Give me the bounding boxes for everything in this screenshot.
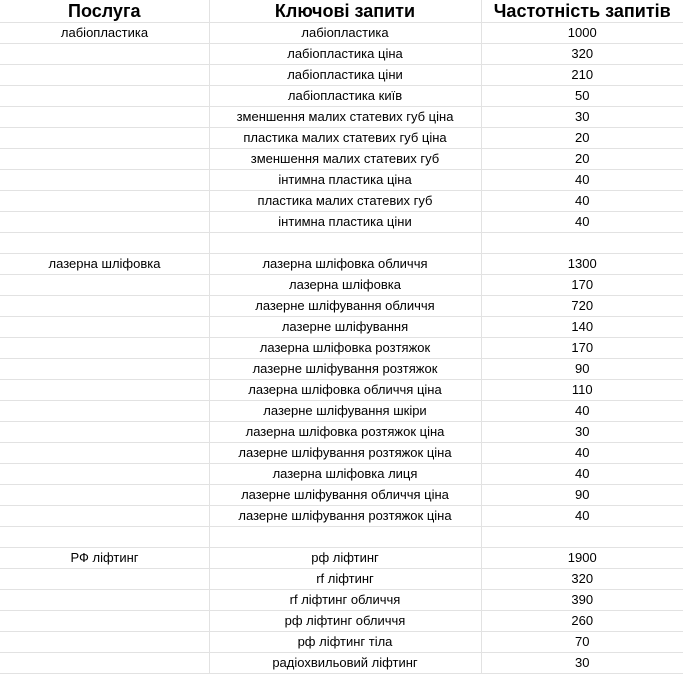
cell-keyword[interactable] — [209, 590, 481, 611]
cell-frequency[interactable] — [481, 485, 683, 506]
cell-frequency-text: 110 — [571, 382, 593, 397]
cell-keyword[interactable] — [209, 464, 481, 485]
table-row — [0, 212, 683, 233]
table-row — [0, 506, 683, 527]
cell-frequency[interactable] — [481, 149, 683, 170]
cell-service[interactable] — [0, 317, 209, 338]
cell-service[interactable] — [0, 338, 209, 359]
cell-frequency[interactable] — [481, 569, 683, 590]
table-row — [0, 317, 683, 338]
cell-keyword[interactable] — [209, 107, 481, 128]
cell-keyword[interactable] — [209, 275, 481, 296]
cell-service[interactable] — [0, 548, 209, 569]
cell-keyword[interactable] — [209, 380, 481, 401]
header-keywords[interactable]: Ключові запити — [209, 0, 481, 23]
header-frequency[interactable]: Частотність запитів — [481, 0, 683, 23]
cell-frequency-text: 40 — [575, 193, 590, 208]
table-row — [0, 86, 683, 107]
cell-keyword-text: рф ліфтинг тіла — [297, 634, 393, 649]
table-row — [0, 590, 683, 611]
cell-keyword-text: пластика малих статевих губ ціна — [243, 130, 447, 145]
cell-frequency[interactable] — [481, 254, 683, 275]
table-row — [0, 233, 683, 254]
cell-frequency-text: 40 — [575, 172, 590, 187]
cell-keyword[interactable] — [209, 149, 481, 170]
cell-frequency[interactable] — [481, 590, 683, 611]
table-row — [0, 44, 683, 65]
cell-service[interactable] — [0, 590, 209, 611]
cell-keyword-text: лазерна шліфовка лиця — [272, 466, 418, 481]
cell-service[interactable] — [0, 212, 209, 233]
cell-frequency[interactable] — [481, 317, 683, 338]
cell-frequency-text: 320 — [571, 571, 594, 586]
cell-keyword-text: лазерна шліфовка обличчя — [262, 256, 428, 271]
cell-frequency[interactable] — [481, 527, 683, 548]
cell-keyword-text: лазерне шліфування шкіри — [263, 403, 427, 418]
cell-keyword-text: rf ліфтинг — [316, 571, 374, 586]
cell-keyword-text: лазерне шліфування обличчя ціна — [241, 487, 449, 502]
table-row — [0, 254, 683, 275]
cell-frequency-text: 1000 — [567, 25, 597, 40]
cell-frequency[interactable] — [481, 359, 683, 380]
cell-frequency[interactable] — [481, 212, 683, 233]
table-row — [0, 569, 683, 590]
cell-keyword-text: rf ліфтинг обличчя — [289, 592, 401, 607]
cell-frequency[interactable] — [481, 548, 683, 569]
cell-keyword-text: лазерне шліфування обличчя — [255, 298, 435, 313]
cell-keyword-text: інтимна пластика ціни — [278, 214, 412, 229]
cell-service[interactable] — [0, 296, 209, 317]
cell-service[interactable] — [0, 380, 209, 401]
cell-keyword-text: лабіопластика київ — [287, 88, 403, 103]
cell-service[interactable] — [0, 401, 209, 422]
cell-frequency-text: 20 — [575, 151, 590, 166]
cell-service[interactable] — [0, 632, 209, 653]
cell-service-text: РФ ліфтинг — [70, 550, 139, 565]
cell-service[interactable] — [0, 128, 209, 149]
cell-service[interactable] — [0, 443, 209, 464]
cell-keyword[interactable] — [209, 527, 481, 548]
cell-frequency-text: 140 — [571, 319, 594, 334]
cell-keyword-text: лазерне шліфування розтяжок ціна — [238, 508, 452, 523]
cell-keyword-text: лазерна шліфовка розтяжок ціна — [245, 424, 445, 439]
table-row — [0, 65, 683, 86]
table-row — [0, 107, 683, 128]
cell-frequency-text: 260 — [571, 613, 594, 628]
cell-service[interactable] — [0, 359, 209, 380]
cell-keyword[interactable] — [209, 401, 481, 422]
cell-frequency-text: 40 — [575, 214, 590, 229]
cell-keyword-text: радіохвильовий ліфтинг — [272, 655, 418, 670]
cell-service[interactable] — [0, 170, 209, 191]
cell-frequency-text: 320 — [571, 46, 594, 61]
cell-frequency-text: 170 — [571, 277, 594, 292]
cell-keyword[interactable] — [209, 296, 481, 317]
table-row — [0, 611, 683, 632]
table-row — [0, 191, 683, 212]
cell-keyword[interactable] — [209, 506, 481, 527]
header-row — [0, 0, 683, 23]
cell-keyword-text: лабіопластика ціна — [287, 46, 403, 61]
cell-frequency-text: 30 — [575, 424, 590, 439]
cell-keyword[interactable] — [209, 317, 481, 338]
table-row — [0, 485, 683, 506]
cell-keyword[interactable] — [209, 548, 481, 569]
cell-keyword-text: лазерна шліфовка обличчя ціна — [248, 382, 442, 397]
cell-frequency-text: 20 — [575, 130, 590, 145]
cell-frequency[interactable] — [481, 233, 683, 254]
cell-frequency-text: 30 — [575, 655, 590, 670]
cell-service[interactable] — [0, 611, 209, 632]
cell-keyword-text: лазерне шліфування — [281, 319, 409, 334]
cell-frequency[interactable] — [481, 464, 683, 485]
cell-service[interactable] — [0, 191, 209, 212]
table-row — [0, 443, 683, 464]
table-row — [0, 548, 683, 569]
cell-frequency[interactable] — [481, 380, 683, 401]
table-row — [0, 23, 683, 44]
table-row — [0, 653, 683, 674]
table-row — [0, 128, 683, 149]
table-row — [0, 380, 683, 401]
table-row — [0, 632, 683, 653]
cell-frequency-text: 390 — [571, 592, 594, 607]
cell-frequency-text: 1900 — [567, 550, 597, 565]
cell-service[interactable] — [0, 275, 209, 296]
cell-frequency[interactable] — [481, 128, 683, 149]
cell-keyword-text: інтимна пластика ціна — [278, 172, 412, 187]
cell-service[interactable] — [0, 422, 209, 443]
table-row — [0, 275, 683, 296]
cell-frequency-text: 210 — [571, 67, 594, 82]
cell-frequency-text: 720 — [571, 298, 594, 313]
cell-frequency-text: 90 — [575, 361, 590, 376]
cell-service[interactable] — [0, 464, 209, 485]
cell-service[interactable] — [0, 506, 209, 527]
cell-frequency-text: 40 — [575, 403, 590, 418]
cell-frequency-text: 40 — [575, 445, 590, 460]
cell-service[interactable] — [0, 527, 209, 548]
cell-keyword-text: лазерна шліфовка розтяжок — [259, 340, 431, 355]
cell-keyword[interactable] — [209, 23, 481, 44]
table-body — [0, 23, 683, 674]
cell-service[interactable] — [0, 254, 209, 275]
cell-keyword[interactable] — [209, 86, 481, 107]
cell-frequency-text: 1300 — [567, 256, 597, 271]
header-service[interactable]: Послуга — [0, 0, 209, 23]
cell-keyword[interactable] — [209, 611, 481, 632]
table-row — [0, 149, 683, 170]
cell-service[interactable] — [0, 44, 209, 65]
cell-frequency-text: 170 — [571, 340, 594, 355]
cell-frequency[interactable] — [481, 107, 683, 128]
cell-service[interactable] — [0, 233, 209, 254]
cell-frequency[interactable] — [481, 443, 683, 464]
cell-keyword-text: лабіопластика — [301, 25, 389, 40]
cell-keyword[interactable] — [209, 170, 481, 191]
cell-service[interactable] — [0, 65, 209, 86]
table-row — [0, 338, 683, 359]
table-row — [0, 464, 683, 485]
cell-keyword-text: лазерна шліфовка — [289, 277, 401, 292]
cell-service[interactable] — [0, 485, 209, 506]
cell-frequency[interactable] — [481, 506, 683, 527]
cell-keyword[interactable] — [209, 443, 481, 464]
cell-frequency[interactable] — [481, 170, 683, 191]
cell-keyword-text: зменшення малих статевих губ ціна — [236, 109, 454, 124]
table-row — [0, 401, 683, 422]
cell-frequency-text: 90 — [575, 487, 590, 502]
cell-service[interactable] — [0, 23, 209, 44]
cell-keyword[interactable] — [209, 233, 481, 254]
cell-keyword[interactable] — [209, 569, 481, 590]
table-row — [0, 359, 683, 380]
cell-frequency[interactable] — [481, 275, 683, 296]
cell-keyword[interactable] — [209, 632, 481, 653]
cell-frequency-text: 30 — [575, 109, 590, 124]
cell-frequency-text: 50 — [575, 88, 590, 103]
cell-keyword[interactable] — [209, 191, 481, 212]
cell-frequency[interactable] — [481, 611, 683, 632]
cell-keyword-text: лабіопластика ціни — [287, 67, 403, 82]
cell-keyword[interactable] — [209, 254, 481, 275]
table-row — [0, 296, 683, 317]
cell-service-text: лазерна шліфовка — [48, 256, 161, 271]
cell-keyword-text: лазерне шліфування розтяжок ціна — [238, 445, 452, 460]
cell-frequency[interactable] — [481, 191, 683, 212]
cell-keyword-text: лазерне шліфування розтяжок — [252, 361, 438, 376]
cell-frequency-text: 40 — [575, 466, 590, 481]
table-row — [0, 170, 683, 191]
cell-frequency[interactable] — [481, 65, 683, 86]
cell-keyword[interactable] — [209, 44, 481, 65]
cell-frequency[interactable] — [481, 23, 683, 44]
cell-keyword-text: рф ліфтинг обличчя — [284, 613, 406, 628]
cell-keyword[interactable] — [209, 359, 481, 380]
cell-frequency[interactable] — [481, 44, 683, 65]
table-row — [0, 422, 683, 443]
cell-keyword[interactable] — [209, 653, 481, 674]
cell-frequency-text: 40 — [575, 508, 590, 523]
cell-frequency[interactable] — [481, 653, 683, 674]
cell-frequency[interactable] — [481, 338, 683, 359]
cell-service[interactable] — [0, 569, 209, 590]
cell-frequency-text: 70 — [575, 634, 590, 649]
cell-frequency[interactable] — [481, 401, 683, 422]
cell-frequency[interactable] — [481, 422, 683, 443]
cell-service[interactable] — [0, 86, 209, 107]
table-row — [0, 527, 683, 548]
cell-keyword[interactable] — [209, 422, 481, 443]
cell-frequency[interactable] — [481, 296, 683, 317]
cell-keyword-text: зменшення малих статевих губ — [250, 151, 440, 166]
cell-frequency[interactable] — [481, 86, 683, 107]
cell-frequency[interactable] — [481, 632, 683, 653]
cell-keyword-text: рф ліфтинг — [311, 550, 379, 565]
cell-keyword[interactable] — [209, 128, 481, 149]
cell-service[interactable] — [0, 107, 209, 128]
cell-service[interactable] — [0, 149, 209, 170]
cell-service-text: лабіопластика — [60, 25, 149, 40]
cell-keyword[interactable] — [209, 338, 481, 359]
cell-keyword-text: пластика малих статевих губ — [257, 193, 433, 208]
cell-keyword[interactable] — [209, 485, 481, 506]
cell-keyword[interactable] — [209, 212, 481, 233]
cell-service[interactable] — [0, 653, 209, 674]
cell-keyword[interactable] — [209, 65, 481, 86]
